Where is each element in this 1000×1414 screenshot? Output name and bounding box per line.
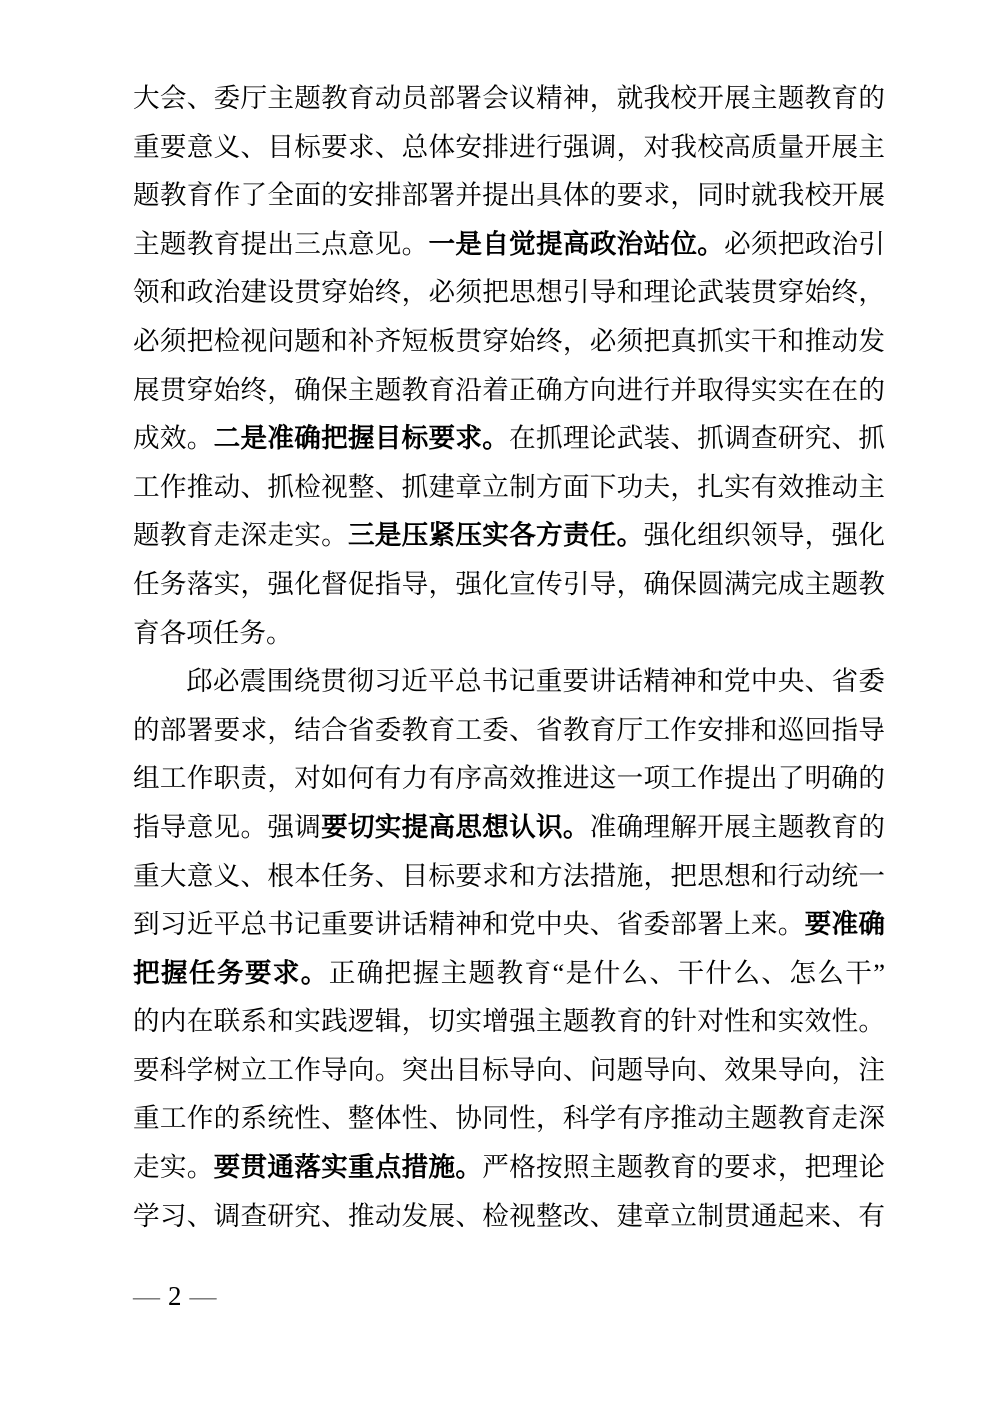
text-line bbox=[133, 852, 885, 901]
bold-text-segment: 把握任务要求。 bbox=[133, 957, 329, 988]
text-segment: 题教育走深走实。 bbox=[133, 520, 348, 551]
text-segment: 的部署要求，结合省委教育工委、省教育厅工作安排和巡回指导 bbox=[133, 714, 885, 745]
text-segment: 题教育作了全面的安排部署并提出具体的要求，同时就我校开展 bbox=[133, 180, 885, 211]
page-number-dash-left: — bbox=[133, 1281, 160, 1311]
text-line bbox=[133, 74, 885, 123]
text-line bbox=[133, 657, 885, 706]
text-segment: 育各项任务。 bbox=[133, 617, 293, 648]
document-text bbox=[133, 74, 885, 1240]
text-segment: 要科学树立工作导向。突出目标导向、问题导向、效果导向，注 bbox=[133, 1054, 885, 1085]
page-number: 2 bbox=[168, 1281, 182, 1311]
text-line bbox=[133, 414, 885, 463]
text-line bbox=[133, 1192, 885, 1241]
text-line bbox=[133, 511, 885, 560]
text-segment: 重工作的系统性、整体性、协同性，科学有序推动主题教育走深 bbox=[133, 1103, 885, 1134]
text-line bbox=[133, 560, 885, 609]
text-segment: 重要意义、目标要求、总体安排进行强调，对我校高质量开展主 bbox=[133, 131, 885, 162]
text-line bbox=[133, 900, 885, 949]
bold-text-segment: 二是准确把握目标要求。 bbox=[213, 423, 510, 454]
text-segment: 任务落实，强化督促指导，强化宣传引导，确保圆满完成主题教 bbox=[133, 568, 885, 599]
text-segment: 展贯穿始终，确保主题教育沿着正确方向进行并取得实实在在的 bbox=[133, 374, 885, 405]
text-segment: 在抓理论武装、抓调查研究、抓 bbox=[509, 423, 886, 454]
text-segment: 工作推动、抓检视整、抓建章立制方面下功夫，扎实有效推动主 bbox=[133, 471, 885, 502]
text-segment: 大会、委厅主题教育动员部署会议精神，就我校开展主题教育的 bbox=[133, 83, 885, 113]
text-segment: 走实。 bbox=[133, 1152, 214, 1183]
text-line bbox=[133, 268, 885, 317]
text-line bbox=[133, 171, 885, 220]
text-segment: 主题教育提出三点意见。 bbox=[133, 228, 429, 259]
text-line bbox=[133, 754, 885, 803]
bold-text-segment: 要贯通落实重点措施。 bbox=[213, 1152, 483, 1183]
text-segment: 强化组织领导，强化 bbox=[643, 520, 886, 551]
text-segment: 学习、调查研究、推动发展、检视整改、建章立制贯通起来、有 bbox=[133, 1200, 885, 1231]
text-segment: 正确把握主题教育“是什么、干什么、怎么干” bbox=[328, 957, 886, 988]
text-line bbox=[133, 997, 885, 1046]
text-segment: 成效。 bbox=[133, 423, 214, 454]
text-line bbox=[133, 1143, 885, 1192]
text-line bbox=[133, 609, 885, 658]
text-segment: 必须把检视问题和补齐短板贯穿始终，必须把真抓实干和推动发 bbox=[133, 325, 885, 356]
text-line bbox=[133, 123, 885, 172]
text-line bbox=[133, 1046, 885, 1095]
bold-text-segment: 要切实提高思想认识。 bbox=[321, 811, 590, 842]
text-segment: 重大意义、根本任务、目标要求和方法措施，把思想和行动统一 bbox=[133, 860, 885, 891]
text-segment: 到习近平总书记重要讲话精神和党中央、省委部署上来。 bbox=[133, 909, 805, 940]
page-number-dash-right: — bbox=[189, 1281, 217, 1311]
text-line bbox=[133, 463, 885, 512]
bold-text-segment: 一是自觉提高政治站位。 bbox=[428, 228, 725, 259]
text-segment: 准确理解开展主题教育的 bbox=[589, 811, 886, 842]
text-segment: 组工作职责，对如何有力有序高效推进这一项工作提出了明确的 bbox=[133, 763, 885, 794]
text-segment: 严格按照主题教育的要求，把理论 bbox=[482, 1152, 886, 1183]
text-segment: 的内在联系和实践逻辑，切实增强主题教育的针对性和实效性。 bbox=[133, 1006, 885, 1037]
text-line bbox=[133, 366, 885, 415]
text-line bbox=[133, 803, 885, 852]
text-segment: 邱必震围绕贯彻习近平总书记重要讲话精神和党中央、省委 bbox=[186, 666, 885, 697]
text-segment: 指导意见。强调 bbox=[133, 811, 322, 842]
text-line bbox=[133, 706, 885, 755]
text-segment: 必须把政治引 bbox=[724, 228, 886, 259]
text-segment: 领和政治建设贯穿始终，必须把思想引导和理论武装贯穿始终， bbox=[133, 277, 885, 308]
bold-text-segment: 要准确 bbox=[804, 909, 885, 940]
page-footer bbox=[133, 1281, 217, 1311]
text-line bbox=[133, 949, 885, 998]
text-line bbox=[133, 220, 885, 269]
text-line bbox=[133, 317, 885, 366]
text-line bbox=[133, 1094, 885, 1143]
bold-text-segment: 三是压紧压实各方责任。 bbox=[347, 520, 644, 551]
